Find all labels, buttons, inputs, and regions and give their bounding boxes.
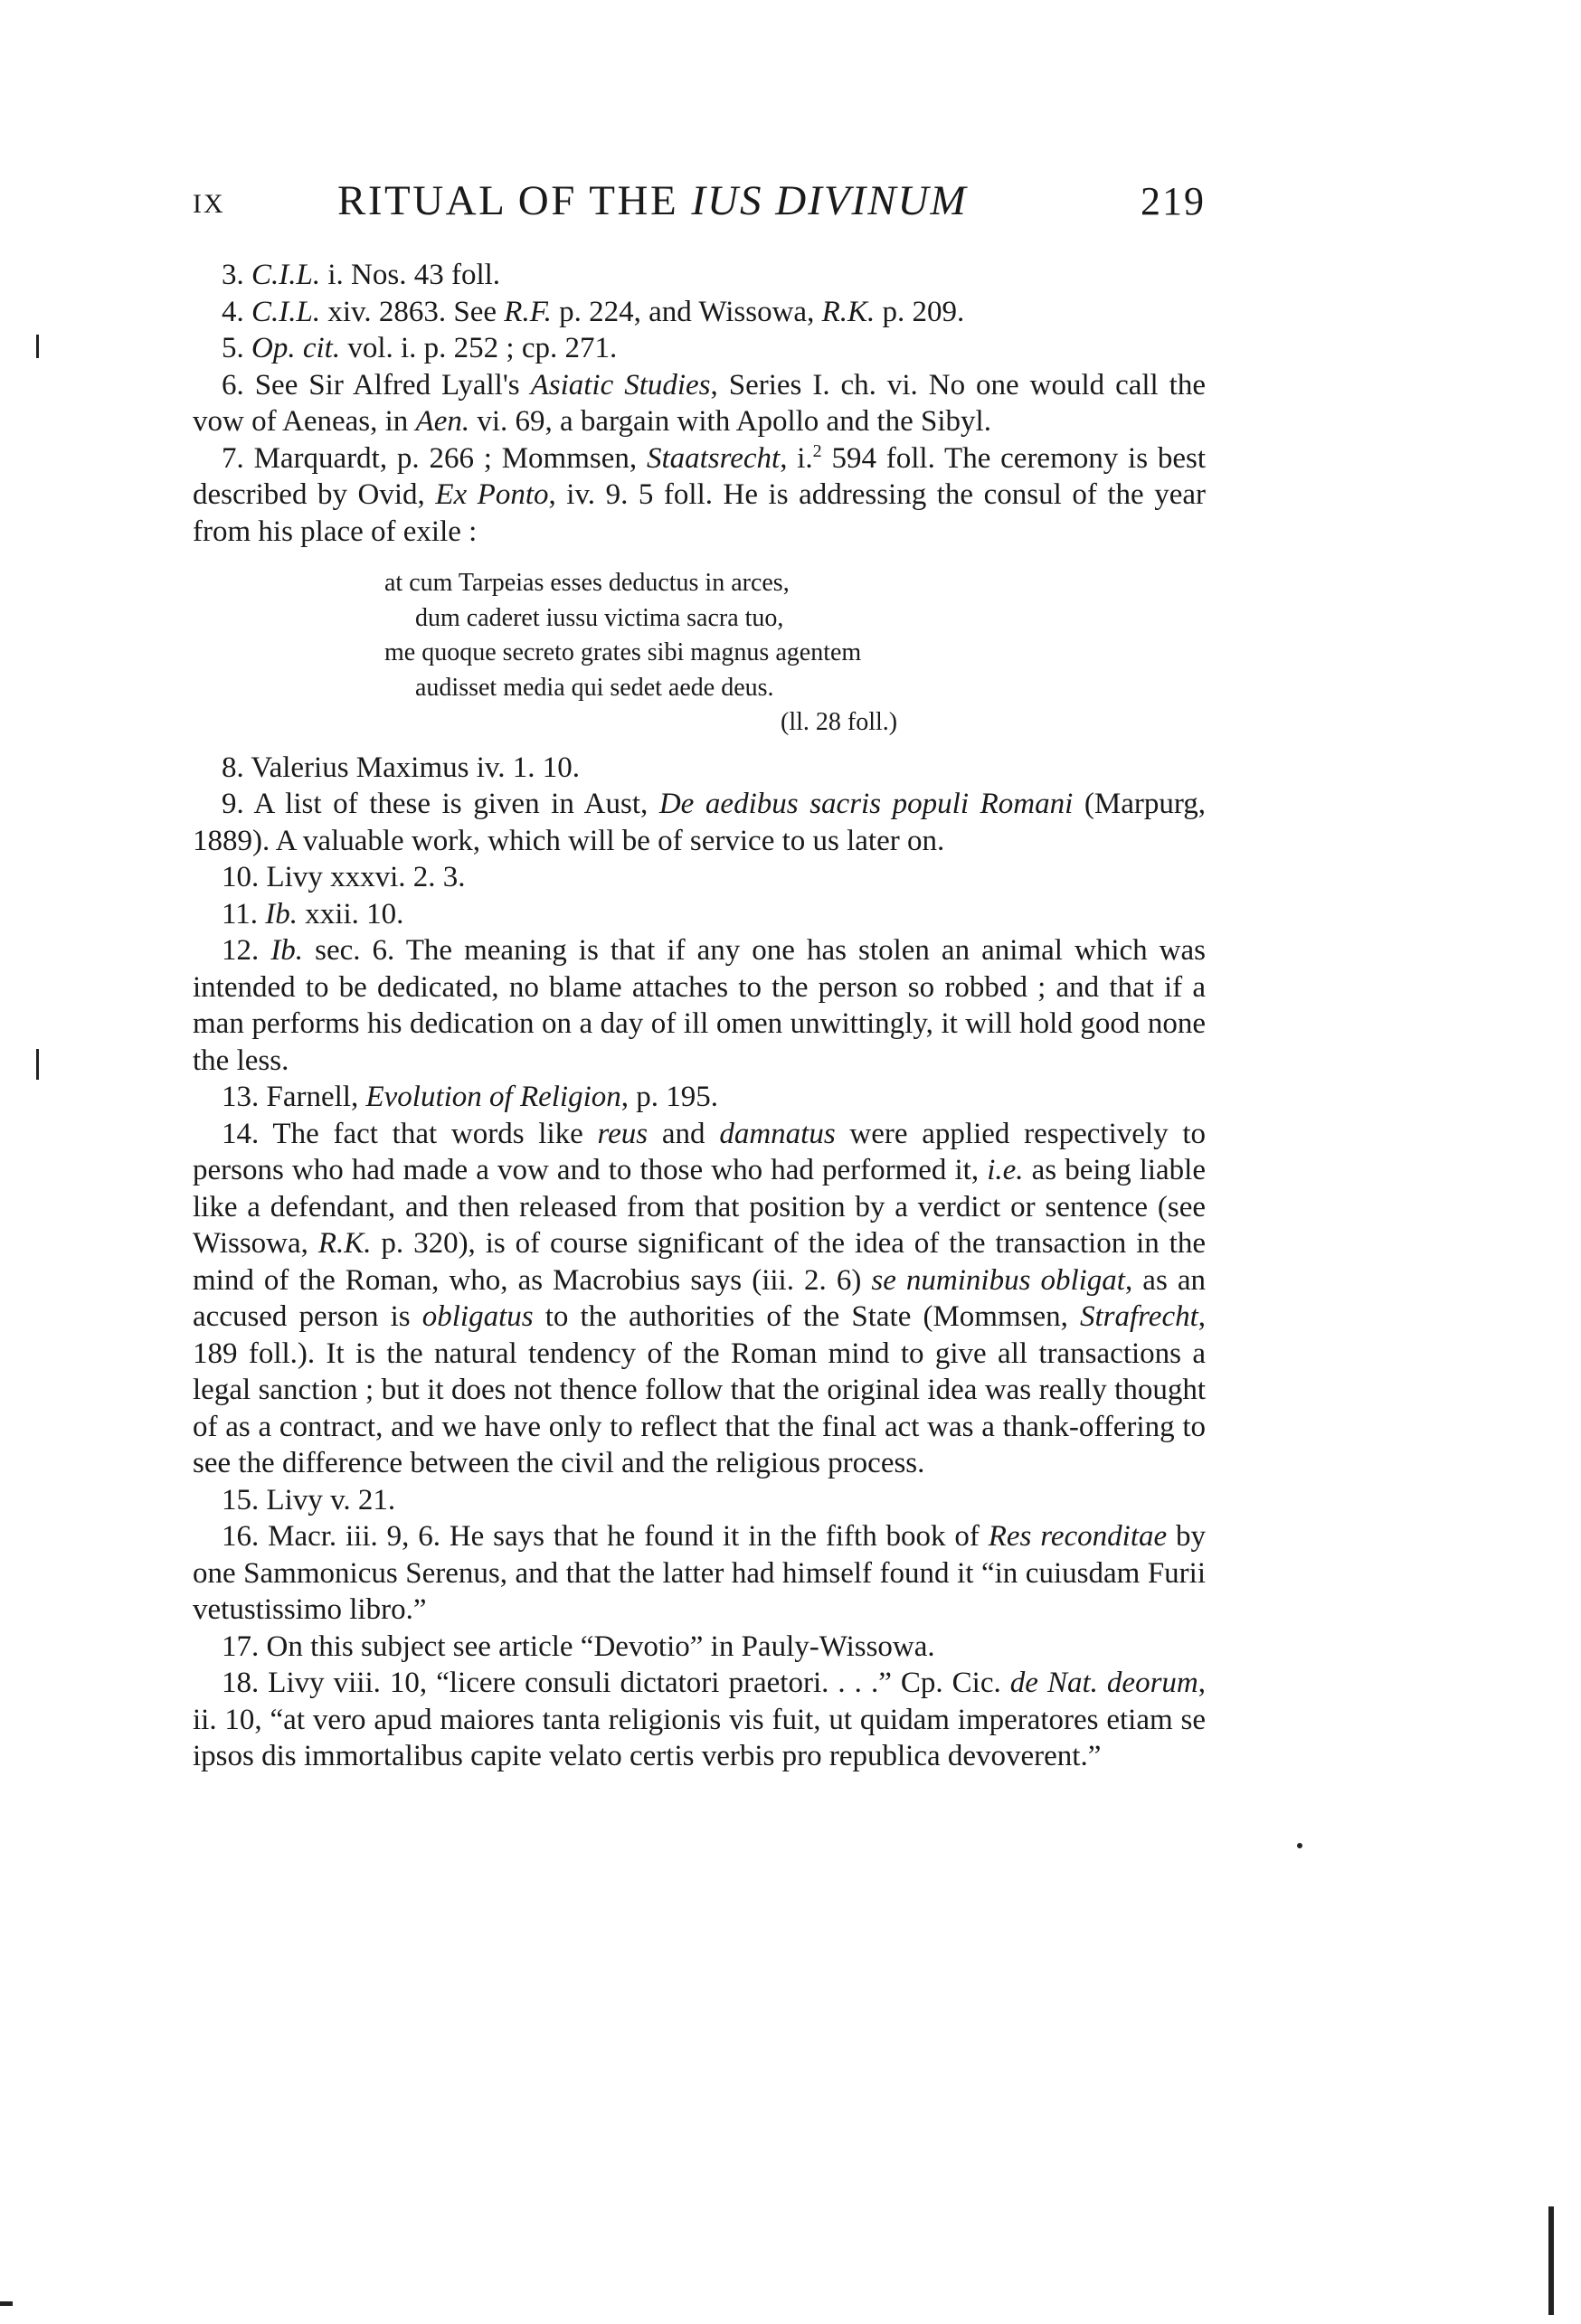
verse-line: dum caderet iussu victima sacra tuo, [415, 603, 784, 632]
title-italic: IUS DIVINUM [691, 177, 968, 224]
margin-mark [36, 335, 39, 358]
endnote-text: , p. 195. [620, 1081, 719, 1113]
endnote-number: 12. [222, 934, 271, 967]
verse-line: me quoque secreto grates sibi magnus agentem [384, 638, 862, 666]
endnote-text: by one Sammonicus Serenus, and that the latter had himself found it “in cuiusdam Furii vetustissimo libro.” [193, 1520, 1207, 1626]
chapter-number: IX [193, 189, 225, 219]
endnote-text: Marquardt, p. 266 ; Mommsen, [253, 441, 647, 475]
endnote-text: Strafrecht [1080, 1300, 1198, 1333]
endnote [193, 1482, 1206, 1519]
endnote-text: (Marpurg, 1889). A valuable work, which will be of service to us later on. [193, 788, 1206, 857]
endnote [193, 1116, 1206, 1482]
endnote-text: A list of these is given in Aust, [253, 788, 659, 820]
verse-quotation [384, 566, 1206, 741]
endnote-number: 18. [222, 1667, 269, 1699]
endnote-number: 11. [222, 897, 266, 931]
endnote-text: Valerius Maximus iv. 1. 10. [251, 751, 580, 784]
endnote-text: damnatus [719, 1117, 836, 1150]
endnote [193, 440, 1206, 551]
running-head [193, 176, 1206, 231]
endnote [193, 257, 1206, 294]
endnote-number: 7. [222, 441, 254, 475]
endnote-text: , i. [780, 441, 813, 475]
endnote-text: Aen. [415, 405, 470, 438]
endnote-text: vi. 69, a bargain with Apollo and the Sibyl. [469, 405, 991, 438]
endnote-number: 10. [222, 861, 267, 893]
endnote-text: See Sir Alfred Lyall's [254, 368, 531, 402]
endnote-text: p. 224, and Wissowa, [551, 295, 822, 328]
endnote-text: C.I.L. [251, 259, 321, 291]
endnote-text: R.K. [821, 295, 876, 328]
endnote [193, 932, 1206, 1079]
endnote-text: Evolution of Religion [365, 1081, 621, 1113]
endnote-number: 17. [222, 1630, 267, 1663]
endnote [193, 1079, 1206, 1116]
margin-mark [1297, 1843, 1302, 1848]
endnote-text: , iv. 9. 5 foll. He is addressing the consul of the year from his place of exile : [193, 478, 1206, 548]
endnote-number: 3. [222, 259, 251, 291]
endnote-text: reus [597, 1117, 648, 1150]
endnote-text: were applied respectively to persons who had made a vow and to those who had performed it, [193, 1117, 1206, 1186]
endnotes [193, 257, 1206, 1775]
endnote-text: 2 [812, 440, 822, 461]
endnote-text: , 189 foll.). It is the natural tendency of the Roman mind to give all transactions a legal sanction ; but it does not thence follow that the original idea was really thought of as a contract, and we have only to reflect that the final act was a thank-offering to see the difference between the civil and the religious process. [193, 1300, 1207, 1479]
endnote-text: Staatsrecht [646, 441, 781, 475]
endnote-number: 13. [222, 1081, 267, 1113]
endnote [193, 294, 1206, 331]
endnote-text: xxii. 10. [298, 897, 404, 931]
endnote-text: Asiatic Studies [530, 368, 711, 402]
endnote-text: Op. cit. [251, 332, 341, 364]
endnote-text: Farnell, [266, 1081, 366, 1113]
endnote [193, 330, 1206, 367]
endnote-number: 4. [222, 295, 251, 328]
verse-line: at cum Tarpeias esses deductus in arces, [384, 569, 790, 597]
endnote-text: Res reconditae [988, 1520, 1168, 1553]
endnote-number: 5. [222, 332, 251, 364]
endnote-text: Macr. iii. 9, 6. He says that he found it in the fifth book of [268, 1520, 989, 1553]
endnote [193, 1518, 1206, 1629]
endnote-number: 14. [222, 1117, 273, 1150]
endnote-number: 6. [222, 368, 255, 402]
page-title [337, 176, 968, 225]
endnote [193, 786, 1206, 859]
endnote-text: Livy xxxvi. 2. 3. [266, 861, 466, 893]
endnote-number: 16. [222, 1520, 269, 1553]
endnote-text: xiv. 2863. See [320, 295, 505, 328]
endnote-text: as being liable like a defendant, and then released from that position by a verdict or sentence (see Wissowa, [193, 1154, 1206, 1260]
endnote [193, 1629, 1206, 1666]
endnote [193, 750, 1206, 787]
endnote-text: Livy viii. 10, “licere consuli dictatori praetori. . . .” Cp. Cic. [268, 1667, 1010, 1699]
endnote-text: De aedibus sacris populi Romani [658, 788, 1074, 820]
endnote-number: 15. [222, 1483, 267, 1516]
endnote-text: vol. i. p. 252 ; cp. 271. [340, 332, 618, 364]
edge-mark [1548, 2206, 1554, 2315]
endnote-text: R.K. [317, 1227, 372, 1260]
endnote [193, 859, 1206, 896]
endnote-text: p. 209. [875, 295, 965, 328]
endnote-text: 594 foll. The ceremony is best described by Ovid, [193, 441, 1207, 511]
endnote-text: , ii. 10, “at vero apud maiores tanta religionis vis fuit, ut quidam imperatores etiam se ipsos dis immortalibus capite velato certis verbis pro republica devoverent.” [193, 1667, 1206, 1772]
endnote-text: Livy v. 21. [266, 1483, 396, 1516]
endnote-text: Ib. [265, 897, 298, 931]
endnote-text: , as an accused person is [193, 1263, 1206, 1333]
endnote-text: Ex Ponto [435, 478, 549, 511]
endnote-text: de Nat. deorum [1009, 1667, 1198, 1699]
endnote-text: The fact that words like [272, 1117, 598, 1150]
endnote-text: i. Nos. 43 foll. [320, 259, 501, 291]
endnote-number: 9. [222, 788, 254, 820]
verse-line: audisset media qui sedet aede deus. [415, 673, 774, 702]
endnote-text: i.e. [987, 1154, 1024, 1186]
endnote-text: C.I.L. [251, 295, 321, 328]
margin-mark [36, 1049, 39, 1080]
endnote-text: and [648, 1117, 720, 1150]
endnote [193, 1665, 1206, 1775]
endnote-text: to the authorities of the State (Mommsen, [533, 1300, 1080, 1333]
title-plain: RITUAL OF THE [337, 177, 692, 224]
endnote [193, 367, 1206, 440]
endnote-text: sec. 6. The meaning is that if any one has stolen an animal which was intended to be dedicated, no blame attaches to the person so robbed ; and that if a man performs his dedication on a day of ill omen unwittingly, it will hold good none the less. [193, 934, 1207, 1077]
endnote-text: p. 320), is of course significant of the idea of the transaction in the mind of the Roman, who, as Macrobius says (iii. 2. 6) [193, 1227, 1206, 1297]
endnote-number: 8. [222, 751, 251, 784]
endnote-text: se numinibus obligat [871, 1263, 1125, 1297]
endnote-text: R.F. [504, 295, 552, 328]
endnote-text: , Series I. ch. vi. No one would call the vow of Aeneas, in [193, 368, 1206, 438]
corner-mark [0, 2301, 13, 2306]
verse-reference: (ll. 28 foll.) [781, 708, 898, 736]
endnote-text: Ib. [270, 934, 304, 967]
endnote-text: obligatus [421, 1300, 534, 1333]
endnote-text: On this subject see article “Devotio” in Pauly-Wissowa. [266, 1630, 935, 1663]
page-number: 219 [1141, 179, 1206, 223]
endnote [193, 896, 1206, 933]
